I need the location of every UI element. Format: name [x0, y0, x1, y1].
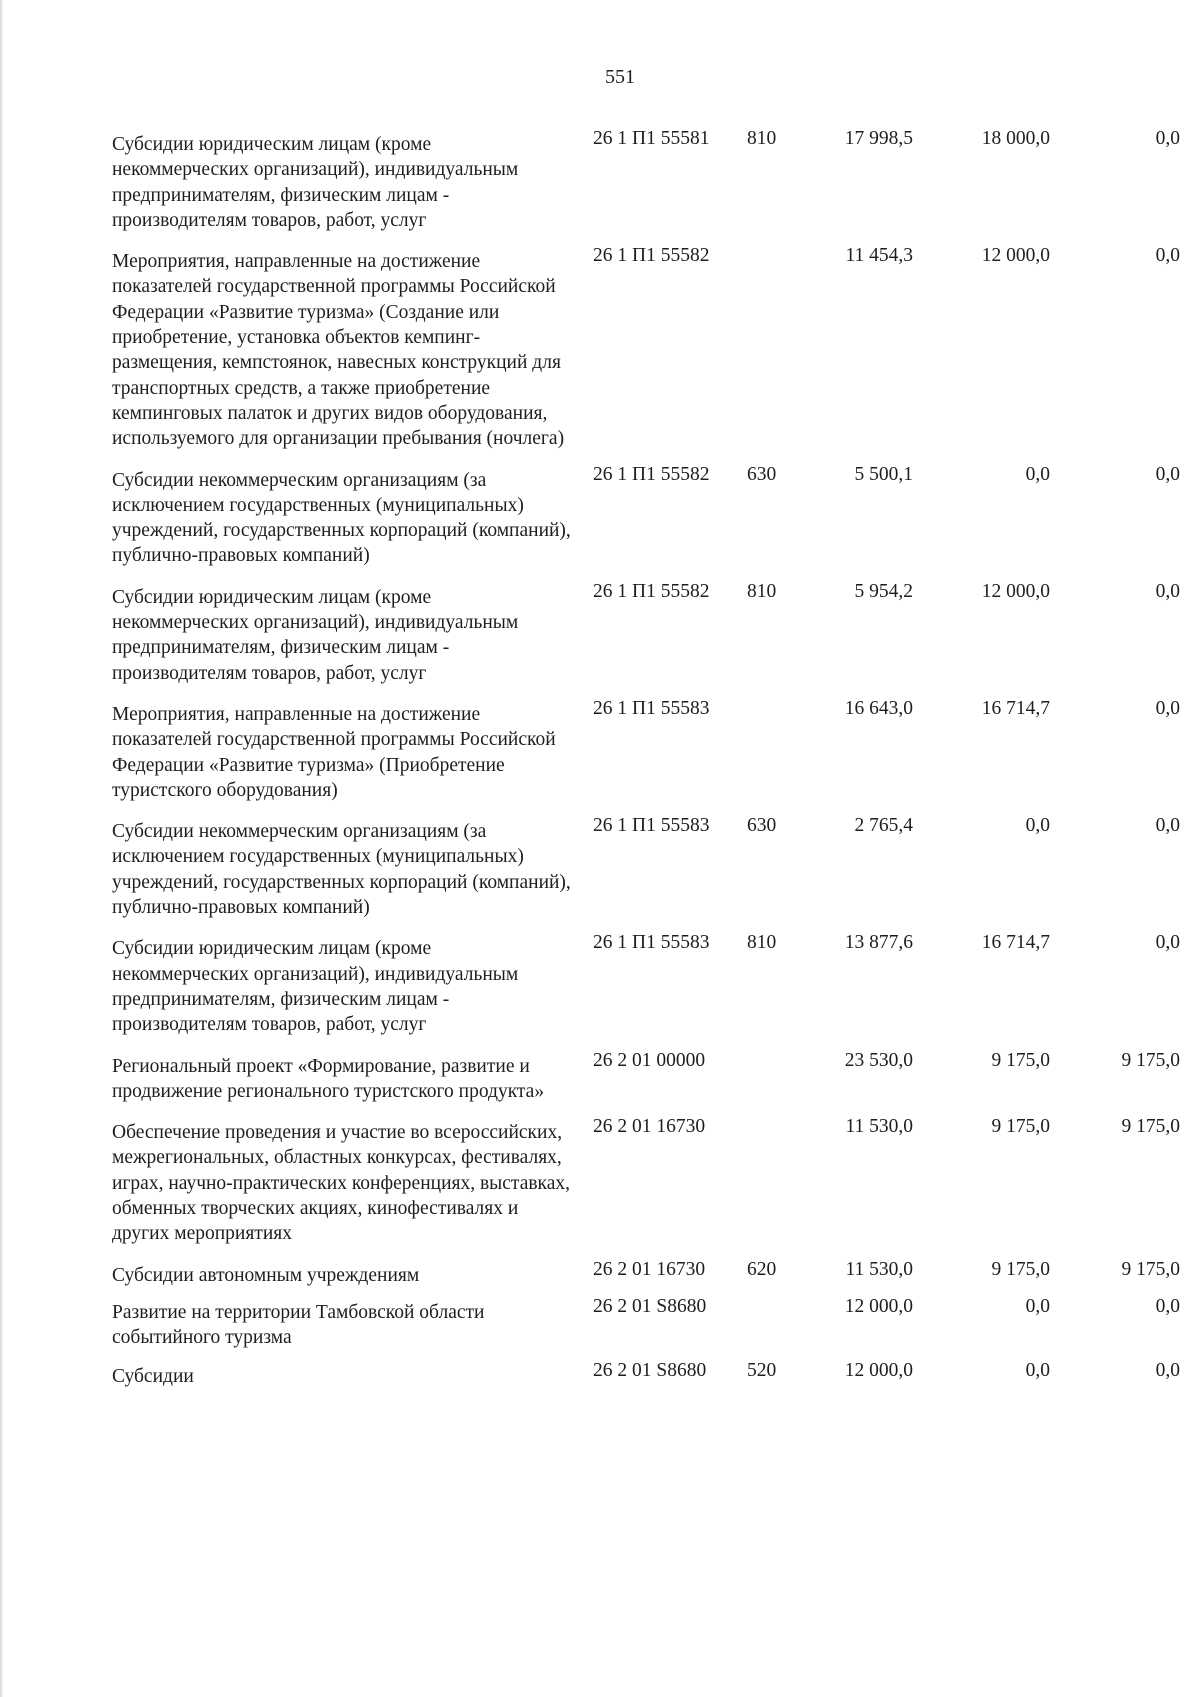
row-value-1: 5 500,1 — [854, 463, 913, 485]
row-value-2: 9 175,0 — [991, 1049, 1050, 1071]
row-code: 26 1 П1 55583 — [593, 815, 710, 837]
row-name: Субсидии — [112, 1366, 194, 1388]
row-value-1: 5 954,2 — [854, 580, 913, 602]
row-name: Субсидии юридическим лицам (кроме некоммерческих организаций), индивидуальным предпринимателям, физическим лицам - производителям товаров, работ, услуг — [112, 134, 519, 231]
row-value-3: 9 175,0 — [1121, 1049, 1180, 1071]
row-value-2: 0,0 — [1025, 815, 1050, 837]
row-value-3: 0,0 — [1155, 1360, 1180, 1382]
row-value-1: 11 530,0 — [845, 1258, 913, 1280]
row-value-3: 0,0 — [1155, 697, 1180, 719]
row-name: Развитие на территории Тамбовской области событийного туризма — [112, 1301, 485, 1349]
row-name: Субсидии некоммерческим организациям (за исключением государственных (муниципальных) учреждений, государственных корпораций (компаний), публично-правовых компаний) — [112, 469, 571, 567]
row-code: 26 2 01 00000 — [593, 1049, 706, 1071]
row-code: 26 2 01 S8680 — [593, 1295, 707, 1317]
row-value-3: 0,0 — [1155, 932, 1180, 954]
row-type: 810 — [747, 932, 777, 954]
row-code: 26 1 П1 55582 — [593, 580, 710, 602]
table-row — [112, 579, 1180, 686]
row-value-2: 9 175,0 — [991, 1116, 1050, 1138]
row-type: 620 — [747, 1258, 777, 1280]
row-code: 26 2 01 16730 — [593, 1258, 706, 1280]
table-row — [112, 126, 1180, 233]
row-value-2: 0,0 — [1025, 463, 1050, 485]
table-row — [112, 1294, 1180, 1351]
row-value-3: 9 175,0 — [1121, 1116, 1180, 1138]
table-row — [112, 1358, 1180, 1389]
row-value-2: 16 714,7 — [981, 932, 1050, 954]
row-type: 520 — [747, 1360, 777, 1382]
row-value-3: 0,0 — [1155, 128, 1180, 149]
row-value-1: 23 530,0 — [844, 1049, 913, 1071]
row-value-1: 11 454,3 — [845, 245, 913, 267]
row-code: 26 1 П1 55583 — [593, 932, 710, 954]
row-name: Субсидии автономным учреждениям — [112, 1264, 420, 1286]
row-value-2: 12 000,0 — [981, 245, 1050, 267]
table-row — [112, 1257, 1180, 1288]
row-code: 26 1 П1 55582 — [593, 463, 710, 485]
row-name: Субсидии юридическим лицам (кроме некоммерческих организаций), индивидуальным предпринимателям, физическим лицам - производителям товаров, работ, услуг — [112, 586, 519, 684]
table-row — [112, 696, 1180, 803]
table-row — [112, 462, 1180, 569]
row-value-3: 0,0 — [1155, 463, 1180, 485]
row-code: 26 1 П1 55581 — [593, 128, 710, 149]
row-code: 26 2 01 16730 — [593, 1116, 706, 1138]
scan-edge — [0, 0, 3, 1697]
row-name: Мероприятия, направленные на достижение показателей государственной программы Российской Федерации «Развитие туризма» (Приобретение туристского оборудования) — [112, 703, 556, 801]
row-name: Региональный проект «Формирование, развитие и продвижение регионального туристского продукта» — [112, 1055, 545, 1102]
row-name: Субсидии юридическим лицам (кроме некоммерческих организаций), индивидуальным предпринимателям, физическим лицам - производителям товаров, работ, услуг — [112, 938, 519, 1036]
row-type: 630 — [747, 815, 777, 837]
table-row — [112, 1114, 1180, 1246]
row-value-2: 18 000,0 — [981, 128, 1050, 149]
row-value-3: 0,0 — [1155, 1295, 1180, 1317]
row-type: 810 — [747, 580, 777, 602]
row-code: 26 2 01 S8680 — [593, 1360, 707, 1382]
row-value-3: 0,0 — [1155, 245, 1180, 267]
row-value-1: 17 998,5 — [844, 128, 913, 149]
table-row — [112, 813, 1180, 920]
row-code: 26 1 П1 55582 — [593, 245, 710, 267]
row-type: 630 — [747, 463, 777, 485]
row-value-1: 12 000,0 — [844, 1360, 913, 1382]
row-value-1: 12 000,0 — [844, 1295, 913, 1317]
row-name: Субсидии некоммерческим организациям (за исключением государственных (муниципальных) учреждений, государственных корпораций (компаний), публично-правовых компаний) — [112, 821, 571, 919]
table-row — [112, 243, 1180, 451]
row-value-2: 0,0 — [1025, 1360, 1050, 1382]
row-value-3: 0,0 — [1155, 815, 1180, 837]
row-value-3: 0,0 — [1155, 580, 1180, 602]
row-value-2: 9 175,0 — [991, 1258, 1050, 1280]
row-type: 810 — [747, 128, 777, 149]
row-value-1: 16 643,0 — [844, 697, 913, 719]
row-value-2: 12 000,0 — [981, 580, 1050, 602]
table-row — [112, 930, 1180, 1037]
row-value-1: 13 877,6 — [844, 932, 913, 954]
row-name: Мероприятия, направленные на достижение показателей государственной программы Российской Федерации «Развитие туризма» (Создание или приобретение, установка объектов кемпинг-размещения, кемпстоянок, навесных конструкций для транспортных средств, а также приобретение кемпинговых палаток и других видов оборудования, используемого для организации пребывания (ночлега) — [112, 251, 565, 450]
budget-table — [112, 126, 1180, 1390]
row-value-1: 2 765,4 — [854, 815, 913, 837]
row-value-3: 9 175,0 — [1121, 1258, 1180, 1280]
row-name: Обеспечение проведения и участие во всероссийских, межрегиональных, областных конкурсах, фестивалях, играх, научно-практических конференциях, выставках, обменных творческих акциях, кинофестивалях и других мероприятиях — [112, 1122, 571, 1245]
row-value-2: 16 714,7 — [981, 697, 1050, 719]
row-value-2: 0,0 — [1025, 1295, 1050, 1317]
row-value-1: 11 530,0 — [845, 1116, 913, 1138]
row-code: 26 1 П1 55583 — [593, 697, 710, 719]
table-row — [112, 1048, 1180, 1105]
page-number: 551 — [605, 66, 635, 88]
